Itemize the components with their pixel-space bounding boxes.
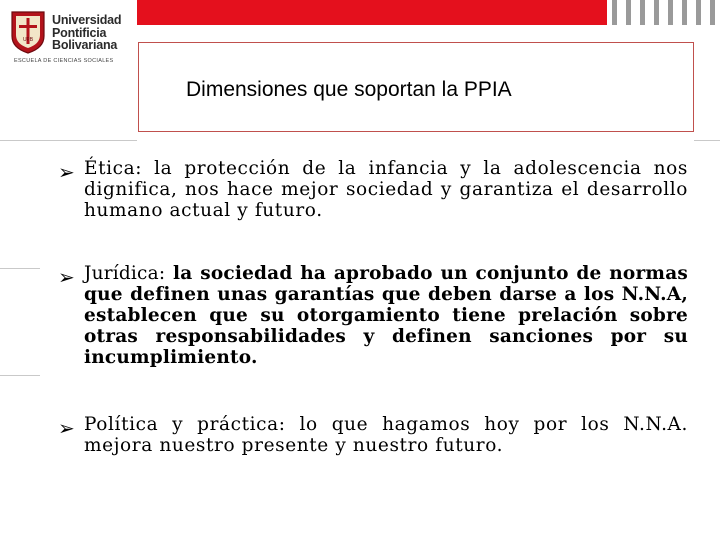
bullet-body: lo que hagamos hoy por los N.N.A. mejora nuestro presente y nuestro futuro. [84, 414, 688, 456]
logo-text [52, 14, 121, 52]
bullet-body: la protección de la infancia y la adolescencia nos dignifica, nos hace mejor sociedad y garantiza el desarrollo humano actual y futuro. [84, 158, 688, 221]
arrow-bullet-icon: ➢ [58, 416, 75, 440]
logo-line-2: Pontificia [52, 25, 107, 40]
bullet-label: Ética: [84, 158, 143, 179]
university-logo [0, 0, 140, 72]
bullet-etica [58, 158, 688, 221]
logo-subtitle: ESCUELA DE CIENCIAS SOCIALES [14, 58, 114, 64]
bullet-politica [58, 414, 688, 456]
bullet-text [84, 263, 688, 368]
header-red-bar [137, 0, 607, 25]
logo-line-3: Bolivariana [52, 38, 118, 52]
arrow-bullet-icon: ➢ [58, 160, 75, 184]
header-rule [694, 140, 720, 141]
side-rule [0, 375, 40, 376]
bullet-label: Jurídica: [84, 263, 166, 284]
crest-icon [10, 10, 46, 54]
bullet-text [84, 158, 688, 221]
bullet-body: la sociedad ha aprobado un conjunto de normas que definen unas garantías que deben darse a los N.N.A, establecen que su otorgamiento tiene prelación sobre otras responsabilidades y definen sanciones por su incumplimiento. [84, 263, 688, 368]
bullet-text [84, 414, 688, 456]
arrow-bullet-icon: ➢ [58, 265, 75, 289]
side-rule [0, 268, 40, 269]
bullet-juridica [58, 263, 688, 368]
header-stripes [612, 0, 720, 25]
logo-line-1: Universidad [52, 13, 122, 27]
header-rule [0, 140, 137, 141]
page-title: Dimensiones que soportan la PPIA [186, 78, 512, 101]
bullet-label: Política y práctica: [84, 414, 286, 435]
crest-letters: UPB [22, 37, 34, 43]
